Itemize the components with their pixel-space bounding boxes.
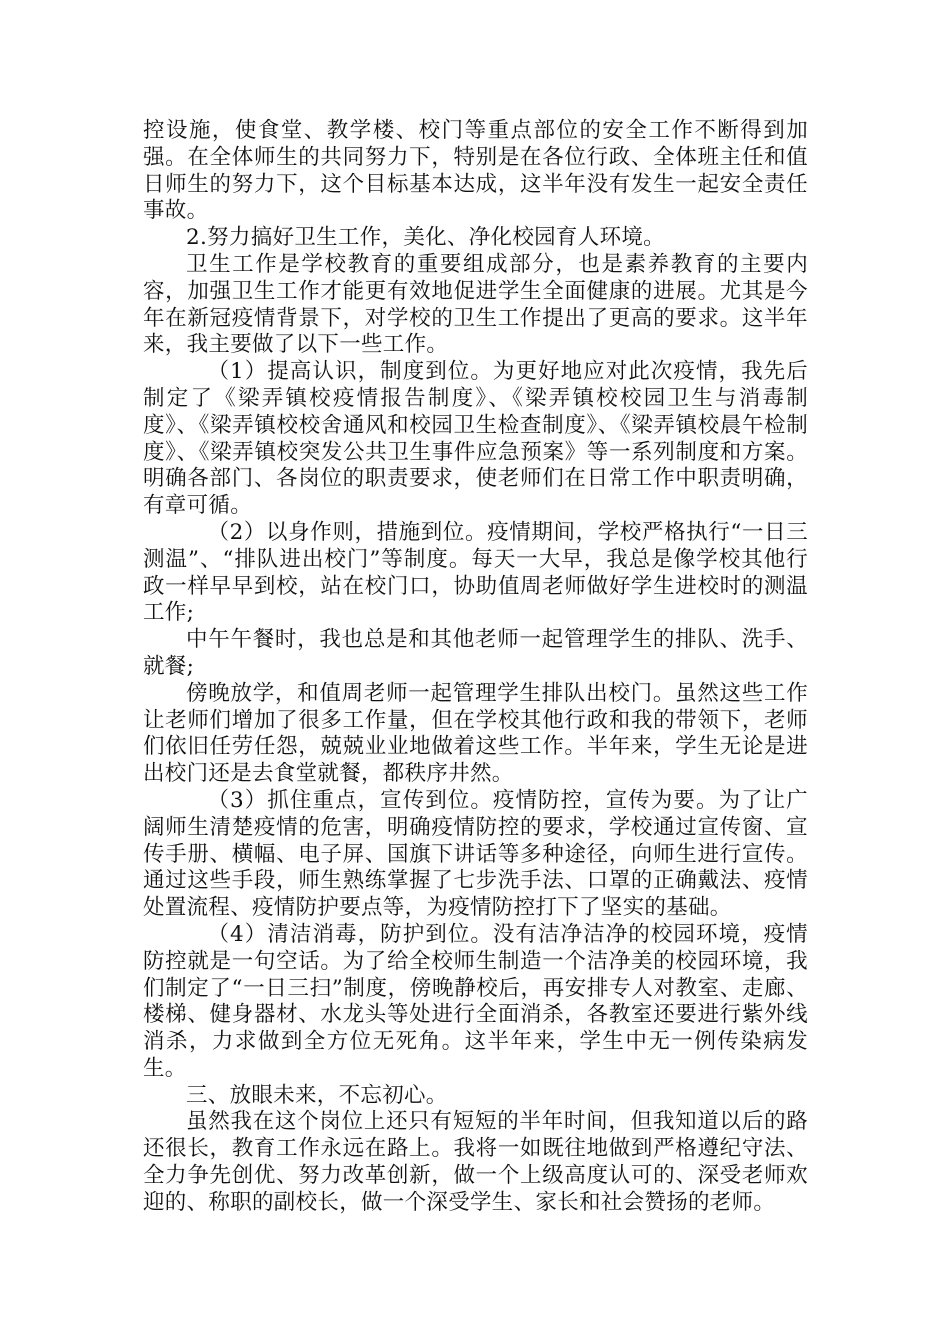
- paragraph-item-2: （2）以身作则，措施到位。疫情期间，学校严格执行“一日三测温”、“排队进出校门”等制度。每天一大早，我总是像学校其他行政一样早早到校，站在校门口，协助值周老师做好学生进校时的测温工作;: [143, 519, 808, 626]
- section-heading-future: 三、放眼未来，不忘初心。: [186, 1082, 448, 1108]
- paragraph-lunch: 中午午餐时，我也总是和其他老师一起管理学生的排队、洗手、就餐;: [143, 627, 808, 679]
- paragraph-closing: 虽然我在这个岗位上还只有短短的半年时间，但我知道以后的路还很长，教育工作永远在路上。我将一如既往地做到严格遵纪守法、全力争先创优、努力改革创新，做一个上级高度认可的、深受老师欢迎的、称职的副校长，做一个深受学生、家长和社会赞扬的老师。: [143, 1109, 808, 1215]
- paragraph-hygiene-intro: 卫生工作是学校教育的重要组成部分，也是素养教育的主要内容，加强卫生工作才能更有效地促进学生全面健康的进展。尤其是今年在新冠疫情背景下，对学校的卫生工作提出了更高的要求。这半年来，我主要做了以下一些工作。: [143, 251, 808, 358]
- paragraph-item-1: （1）提高认识，制度到位。为更好地应对此次疫情，我先后制定了《梁弄镇校疫情报告制度》、《梁弄镇校校园卫生与消毒制度》、《梁弄镇校校舍通风和校园卫生检查制度》、《梁弄镇校晨午检制度》、《梁弄镇校突发公共卫生事件应急预案》等一系列制度和方案。明确各部门、各岗位的职责要求，使老师们在日常工作中职责明确，有章可循。: [143, 359, 808, 519]
- section-heading-hygiene: 2.努力搞好卫生工作，美化、净化校园育人环境。: [186, 225, 665, 251]
- paragraph-item-4: （4）清洁消毒，防护到位。没有洁净洁净的校园环境，疫情防控就是一句空话。为了给全校师生制造一个洁净美的校园环境，我们制定了“一日三扫”制度，傍晚静校后，再安排专人对教室、走廊、楼梯、健身器材、水龙头等处进行全面消杀，各教室还要进行紫外线消杀，力求做到全方位无死角。这半年来，学生中无一例传染病发生。: [143, 921, 808, 1081]
- document-body: [143, 118, 808, 1217]
- paragraph-dismissal: 傍晚放学，和值周老师一起管理学生排队出校门。虽然这些工作让老师们增加了很多工作量，但在学校其他行政和我的带领下，老师们依旧任劳任怨，兢兢业业地做着这些工作。半年来，学生无论是进出校门还是去食堂就餐，都秩序井然。: [143, 680, 808, 787]
- paragraph-safety-conclusion: 控设施，使食堂、教学楼、校门等重点部位的安全工作不断得到加强。在全体师生的共同努力下，特别是在各位行政、全体班主任和值日师生的努力下，这个目标基本达成，这半年没有发生一起安全责任事故。: [143, 118, 808, 224]
- paragraph-item-3: （3）抓住重点，宣传到位。疫情防控，宣传为要。为了让广阔师生清楚疫情的危害，明确疫情防控的要求，学校通过宣传窗、宣传手册、横幅、电子屏、国旗下讲话等多种途径，向师生进行宣传。通过这些手段，师生熟练掌握了七步洗手法、口罩的正确戴法、疫情处置流程、疫情防护要点等，为疫情防控打下了坚实的基础。: [143, 787, 808, 921]
